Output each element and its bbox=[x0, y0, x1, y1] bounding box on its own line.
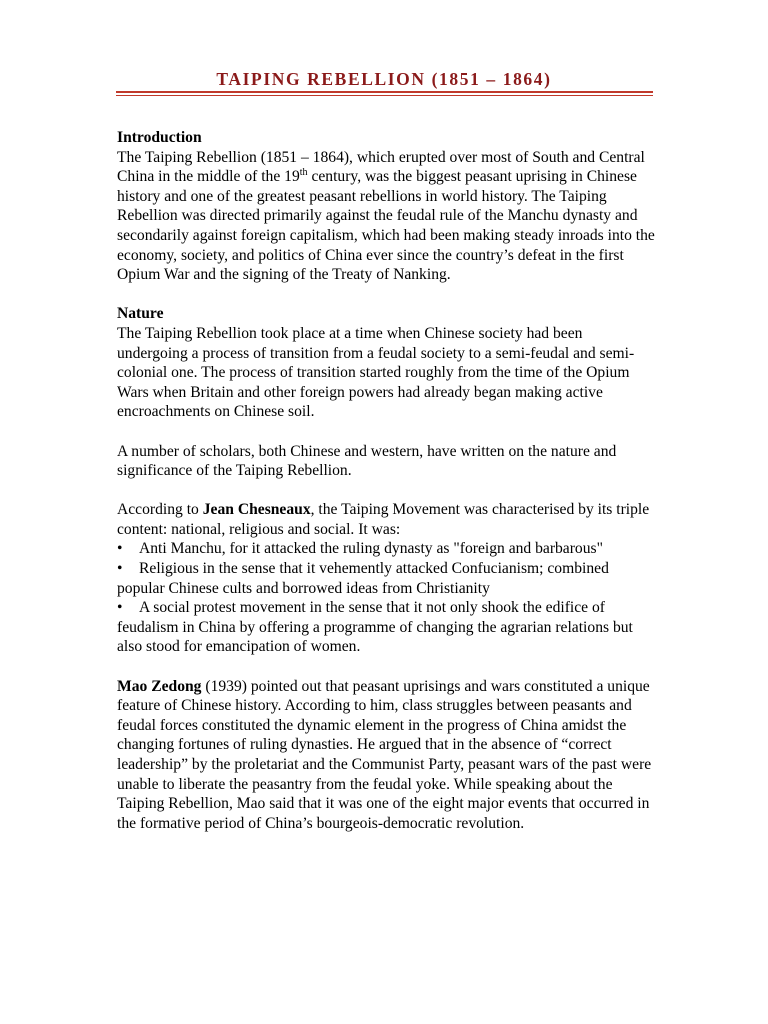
document-title: TAIPING REBELLION (1851 – 1864) bbox=[216, 69, 552, 89]
title-rule-thin bbox=[116, 95, 653, 96]
chesneaux-post: , the Taiping Movement was characterised by its triple content: national, religious and social. It was: bbox=[117, 501, 650, 538]
bullet-text: Religious in the sense that it vehemently attacked Confucianism; combined popular Chinese cults and borrowed ideas from Christianity bbox=[117, 560, 609, 597]
intro-text-a: The Taiping Rebellion (1851 – 1864), which erupted over most of South and Central China in the middle of the 19 bbox=[117, 148, 645, 186]
bullet-text: A social protest movement in the sense that it not only shook the edifice of feudalism in China by offering a programme of changing the agrarian relations but also stood for emancipation of women. bbox=[117, 599, 633, 656]
nature-heading: Nature bbox=[117, 305, 164, 323]
bullet-icon: • bbox=[117, 560, 123, 578]
bullet-item bbox=[117, 559, 657, 598]
scholars-paragraph: A number of scholars, both Chinese and western, have written on the nature and significance of the Taiping Rebellion. bbox=[117, 442, 617, 480]
intro-superscript: th bbox=[299, 167, 308, 178]
intro-text-b: century, was the biggest peasant uprising in Chinese history and one of the greatest peasant rebellions in world history. The Taiping Rebellion was directed primarily against the feudal rule of the Manchu dynasty and secondarily against foreign capitalism, which had been making steady inroads into the economy, society, and politics of China ever since the country’s defeat in the first Opium War and the signing of the Treaty of Nanking. bbox=[117, 168, 655, 284]
bullet-item bbox=[117, 598, 657, 657]
intro-heading: Introduction bbox=[117, 129, 202, 146]
mao-name: Mao Zedong bbox=[117, 677, 202, 695]
nature-paragraph: The Taiping Rebellion took place at a time when Chinese society had been undergoing a process of transition from a feudal society to a semi-feudal and semi-colonial one. The process of transition started roughly from the time of the Opium Wars when Britain and other foreign powers had already began making active encroachments on Chinese soil. bbox=[117, 324, 635, 421]
bullet-text: Anti Manchu, for it attacked the ruling dynasty as "foreign and barbarous" bbox=[139, 540, 603, 558]
chesneaux-paragraph bbox=[117, 500, 657, 539]
document-body bbox=[117, 128, 657, 833]
mao-paragraph bbox=[117, 677, 657, 834]
bullet-item bbox=[117, 539, 657, 559]
bullet-icon: • bbox=[117, 540, 123, 558]
intro-paragraph bbox=[117, 148, 657, 285]
bullet-icon: • bbox=[117, 599, 123, 617]
chesneaux-name: Jean Chesneaux bbox=[202, 501, 311, 519]
mao-text: (1939) pointed out that peasant uprisings and wars constituted a unique feature of Chinese history. According to him, class struggles between peasants and feudal forces constituted the dynamic element in the progress of China amidst the changing fortunes of ruling dynasties. He argued that in the absence of “correct leadership” by the proletariat and the Communist Party, peasant wars of the past were unable to liberate the peasantry from the feudal yoke. While speaking about the Taiping Rebellion, Mao said that it was one of the eight major events that occurred in the formative period of China’s bourgeois-democratic revolution. bbox=[117, 677, 652, 832]
chesneaux-pre: According to bbox=[117, 501, 203, 519]
title-rule-thick bbox=[116, 91, 653, 93]
